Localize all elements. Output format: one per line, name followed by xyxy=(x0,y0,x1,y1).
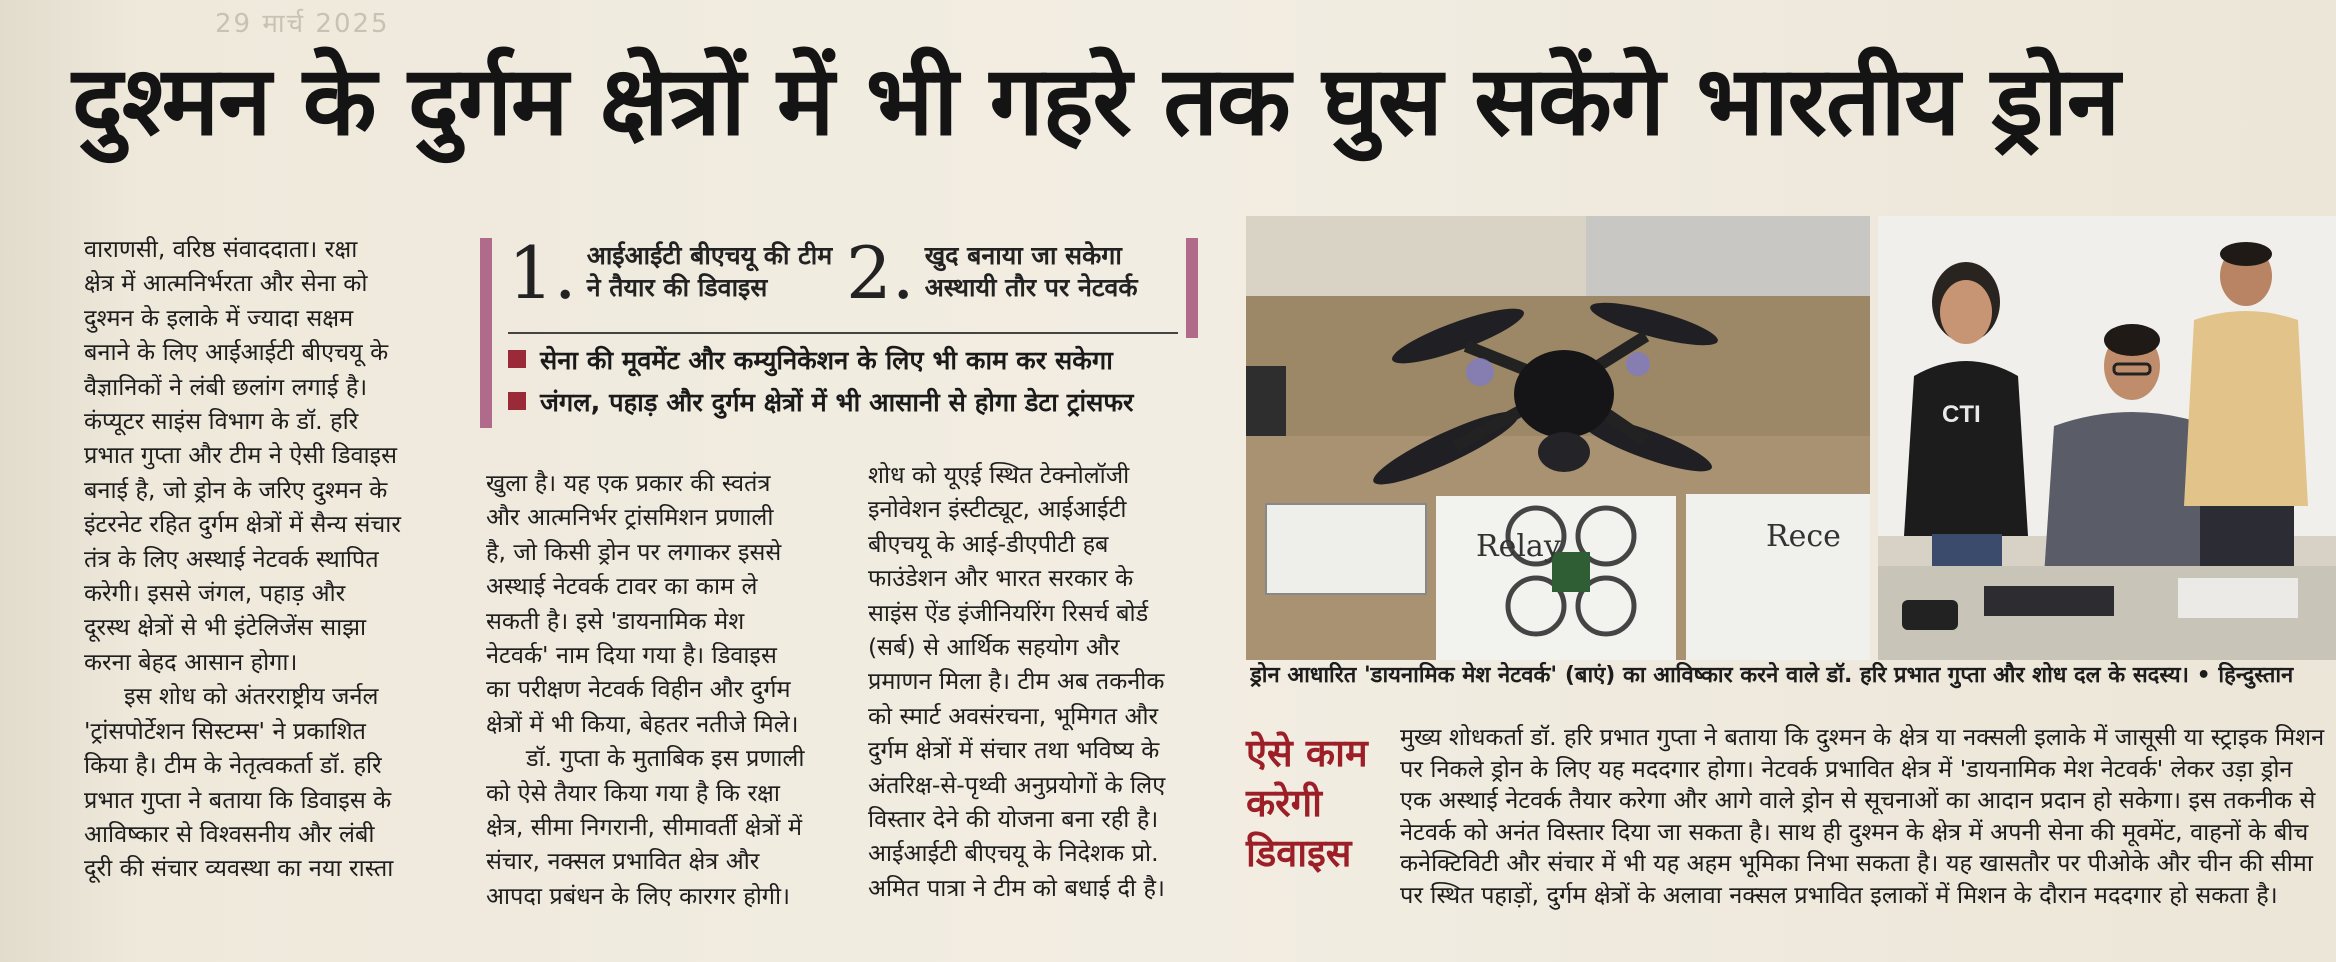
faded-date: 29 मार्च 2025 xyxy=(215,9,390,39)
article-line: प्रभात गुप्ता और टीम ने ऐसी डिवाइस xyxy=(84,441,398,470)
square-bullet-icon xyxy=(508,350,526,368)
shirt-text: CTI xyxy=(1942,401,1981,428)
article-line: इनोवेशन इंस्टीट्यूट, आईआईटी xyxy=(868,495,1127,524)
article-line: वाराणसी, वरिष्ठ संवाददाता। रक्षा xyxy=(84,235,358,263)
article-line: बनाई है, जो ड्रोन के जरिए दुश्मन के xyxy=(84,475,388,504)
highlight-number: 2. xyxy=(846,231,915,315)
box-title xyxy=(1246,728,1392,878)
article-column-1 xyxy=(84,232,452,886)
box-text xyxy=(1400,722,2336,912)
bullet-point-2 xyxy=(508,384,1133,422)
article-line: विस्तार देने की योजना बना रही है। xyxy=(868,805,1159,834)
article-line: खुला है। यह एक प्रकार की स्वतंत्र xyxy=(486,469,771,497)
bullet-text: सेना की मूवमेंट और कम्युनिकेशन के लिए भी काम कर सकेगा xyxy=(540,346,1113,376)
article-line: दुर्गम क्षेत्रों में संचार तथा भविष्य के xyxy=(868,736,1160,765)
team-photo xyxy=(1878,216,2336,660)
article-line: अस्थाई नेटवर्क टावर का काम ले xyxy=(486,572,758,601)
highlight-number: 1. xyxy=(508,231,577,315)
article-line: कंप्यूटर साइंस विभाग के डॉ. हरि xyxy=(84,407,359,436)
article-line: फाउंडेशन और भारत सरकार के xyxy=(868,564,1134,593)
box-line: नेटवर्क को अनंत विस्तार दिया जा सकता है। साथ ही दुश्मन के क्षेत्र में अपनी सेना की मूवमेंट, वाहनों के बीच xyxy=(1400,817,2309,846)
box-title-line: ऐसे काम xyxy=(1246,731,1368,775)
bullet-point-1 xyxy=(508,342,1113,380)
highlight-item-1 xyxy=(508,231,848,315)
box-title-line: करेगी xyxy=(1246,781,1322,825)
article-line: 'ट्रांसपोर्टेशन सिस्टम्स' ने प्रकाशित xyxy=(84,716,366,745)
article-line: सकती है। इसे 'डायनामिक मेश xyxy=(486,606,745,635)
highlights-box xyxy=(474,231,1204,432)
article-line: साइंस ऐंड इंजीनियरिंग रिसर्च बोर्ड xyxy=(868,598,1149,627)
box-line: कनेक्टिविटी और संचार में भी यह अहम भूमिका निभा सकता है। यह खासतौर पर पीओके और चीन की सीमा xyxy=(1400,849,2313,878)
accent-bar-right xyxy=(1186,238,1198,338)
article-line: आईआईटी बीएचयू के निदेशक प्रो. xyxy=(868,839,1159,868)
highlight-item-2 xyxy=(846,231,1186,315)
highlight-text: आईआईटी बीएचयू की टीम ने तैयार की डिवाइस xyxy=(586,241,833,302)
box-line: मुख्य शोधकर्ता डॉ. हरि प्रभात गुप्ता ने बताया कि दुश्मन के क्षेत्र या नक्सली इलाके में जासूसी या स्ट्राइक मिशन xyxy=(1400,723,2325,751)
article-line: करना बेहद आसान होगा। xyxy=(84,647,298,676)
article-line: क्षेत्र में आत्मनिर्भरता और सेना को xyxy=(84,269,368,298)
headline: दुश्मन के दुर्गम क्षेत्रों में भी गहरे तक घुस सकेंगे भारतीय ड्रोन xyxy=(72,45,2120,157)
article-line: प्रभात गुप्ता ने बताया कि डिवाइस के xyxy=(84,785,392,814)
box-title-line: डिवाइस xyxy=(1246,831,1352,875)
article-line: अमित पात्रा ने टीम को बधाई दी है। xyxy=(868,873,1165,902)
article-line: दूरस्थ क्षेत्रों से भी इंटेलिजेंस साझा xyxy=(84,613,367,642)
article-line: करेगी। इससे जंगल, पहाड़ और xyxy=(84,579,346,608)
bullet-text: जंगल, पहाड़ और दुर्गम क्षेत्रों में भी आसानी से होगा डेटा ट्रांसफर xyxy=(540,388,1134,418)
article-line: इस शोध को अंतरराष्ट्रीय जर्नल xyxy=(124,682,379,711)
article-line: डॉ. गुप्ता के मुताबिक इस प्रणाली xyxy=(526,744,805,773)
article-line: बीएचयू के आई-डीएपीटी हब xyxy=(868,529,1109,558)
photo-label-rece: Rece xyxy=(1766,519,1841,554)
article-line: है, जो किसी ड्रोन पर लगाकर इससे xyxy=(486,537,782,566)
article-column-3 xyxy=(868,458,1218,905)
article-line: संचार, नक्सल प्रभावित क्षेत्र और xyxy=(486,847,760,876)
article-column-2 xyxy=(486,466,838,913)
article-line: क्षेत्र, सीमा निगरानी, सीमावर्ती क्षेत्रों में xyxy=(486,813,803,842)
photo-label-relay: Relay xyxy=(1476,529,1561,564)
article-line: नेटवर्क' नाम दिया गया है। डिवाइस xyxy=(486,641,777,670)
article-line: प्रमाणन मिला है। टीम अब तकनीक xyxy=(868,667,1165,696)
box-line: एक अस्थाई नेटवर्क तैयार करेगा और आगे वाले ड्रोन से सूचनाओं का आदान प्रदान हो सकेगा। इस तकनीक से xyxy=(1400,786,2316,815)
article-line: को स्मार्ट अवसंरचना, भूमिगत और xyxy=(868,701,1159,730)
article-line: दूरी की संचार व्यवस्था का नया रास्ता xyxy=(84,854,394,883)
article-line: इंटरनेट रहित दुर्गम क्षेत्रों में सैन्य संचार xyxy=(84,510,401,539)
drone-photo-illustration xyxy=(1246,216,1870,660)
accent-bar-left xyxy=(480,238,492,428)
article-line: आविष्कार से विश्वसनीय और लंबी xyxy=(84,819,375,848)
article-line: तंत्र के लिए अस्थाई नेटवर्क स्थापित xyxy=(84,544,379,573)
article-line: किया है। टीम के नेतृत्वकर्ता डॉ. हरि xyxy=(84,751,382,780)
photo-caption: ड्रोन आधारित 'डायनामिक मेश नेटवर्क' (बाएं) का आविष्कार करने वाले डॉ. हरि प्रभात गुप्ता और शोध दल के सदस्य। • हिन्दुस्तान xyxy=(1250,663,2294,688)
square-bullet-icon xyxy=(508,392,526,410)
team-photo-illustration xyxy=(1878,216,2336,660)
article-line: और आत्मनिर्भर ट्रांसमिशन प्रणाली xyxy=(486,503,774,532)
article-line: आपदा प्रबंधन के लिए कारगर होगी। xyxy=(486,881,791,910)
divider xyxy=(508,332,1178,334)
article-line: अंतरिक्ष-से-पृथ्वी अनुप्रयोगों के लिए xyxy=(868,770,1166,799)
box-line: पर स्थित पहाड़ों, दुर्गम क्षेत्रों के अलावा नक्सल प्रभावित इलाकों में मिशन के दौरान मददगार हो सकता है। xyxy=(1400,880,2278,909)
highlight-text: खुद बनाया जा सकेगा अस्थायी तौर पर नेटवर्क xyxy=(924,241,1138,302)
article-line: को ऐसे तैयार किया गया है कि रक्षा xyxy=(486,778,780,807)
article-line: का परीक्षण नेटवर्क विहीन और दुर्गम xyxy=(486,675,791,704)
article-line: वैज्ञानिकों ने लंबी छलांग लगाई है। xyxy=(84,372,368,401)
article-line: शोध को यूएई स्थित टेक्नोलॉजी xyxy=(868,461,1130,489)
article-line: दुश्मन के इलाके में ज्यादा सक्षम xyxy=(84,303,354,332)
box-line: पर निकले ड्रोन के लिए यह मददगार होगा। नेटवर्क प्रभावित क्षेत्र में 'डायनामिक मेश नेटवर्क' लेकर उड़ा ड्रोन xyxy=(1400,754,2293,783)
drone-photo xyxy=(1246,216,1870,660)
article-line: (सर्ब) से आर्थिक सहयोग और xyxy=(868,633,1120,662)
article-line: क्षेत्रों में भी किया, बेहतर नतीजे मिले। xyxy=(486,709,799,738)
article-line: बनाने के लिए आईआईटी बीएचयू के xyxy=(84,338,389,367)
